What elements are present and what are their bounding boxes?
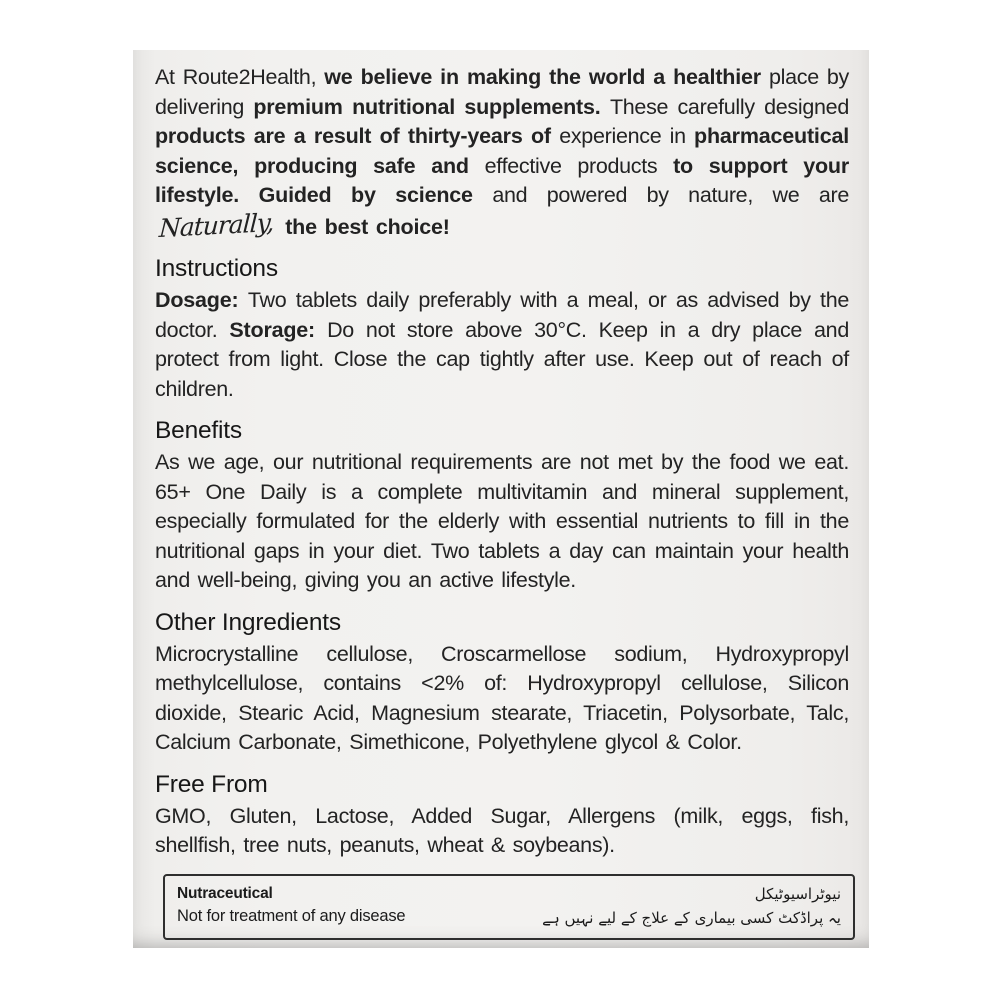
disclaimer-text-urdu: یہ پراڈکٹ کسی بیماری کے علاج کے لیے نہیں ہے [542, 908, 841, 927]
other-ingredients-paragraph: Microcrystalline cellulose, Croscarmellose sodium, Hydroxypropyl methylcellulose, contains <2% of: Hydroxypropyl cellulose, Silicon dioxide, Stearic Acid, Magnesium stearate, Triacetin, Polysorbate, Talc, Calcium Carbonate, Simethicone, Polyethylene glycol & Color. [155, 641, 849, 754]
nutraceutical-disclaimer-box [163, 874, 855, 940]
instructions-paragraph: Dosage: Two tablets daily preferably with a meal, or as advised by the doctor. Storage: Do not store above 30°C. Keep in a dry place and protect from light. Close the cap tightly after use. Keep out of reach of children. [155, 288, 850, 401]
supplement-label [133, 50, 869, 948]
section-instructions [155, 255, 849, 404]
disclaimer-text: Not for treatment of any disease [177, 906, 406, 925]
benefits-paragraph: As we age, our nutritional requirements are not met by the food we eat. 65+ One Daily is a complete multivitamin and mineral supplement, especially formulated for the elderly with essential nutrients to fill in the nutritional gaps in your diet. Two tablets a day can maintain your health and well-being, giving you an active lifestyle. [155, 450, 849, 592]
disclaimer-urdu [542, 882, 841, 930]
nutraceutical-label-urdu: نیوٹراسیوٹیکل [754, 884, 841, 903]
disclaimer-english [177, 882, 405, 930]
nutraceutical-label: Nutraceutical [177, 884, 273, 902]
section-other-ingredients [155, 609, 849, 758]
benefits-heading: Benefits [155, 417, 242, 444]
free-from-heading: Free From [155, 770, 268, 798]
intro-paragraph: At Route2Health, we believe in making the world a healthier place by delivering premium nutritional supplements. These carefully designed products are a result of thirty-years of experience in pharmaceutical science, producing safe and effective products to support your lifestyle. Guided by science and powered by nature, we are Naturally, the best choice! [155, 65, 849, 243]
section-free-from [155, 771, 849, 861]
other-ingredients-heading: Other Ingredients [155, 608, 341, 636]
instructions-heading: Instructions [155, 255, 278, 282]
free-from-paragraph: GMO, Gluten, Lactose, Added Sugar, Allergens (milk, eggs, fish, shellfish, tree nuts, peanuts, wheat & soybeans). [155, 803, 849, 857]
section-benefits [155, 417, 849, 596]
